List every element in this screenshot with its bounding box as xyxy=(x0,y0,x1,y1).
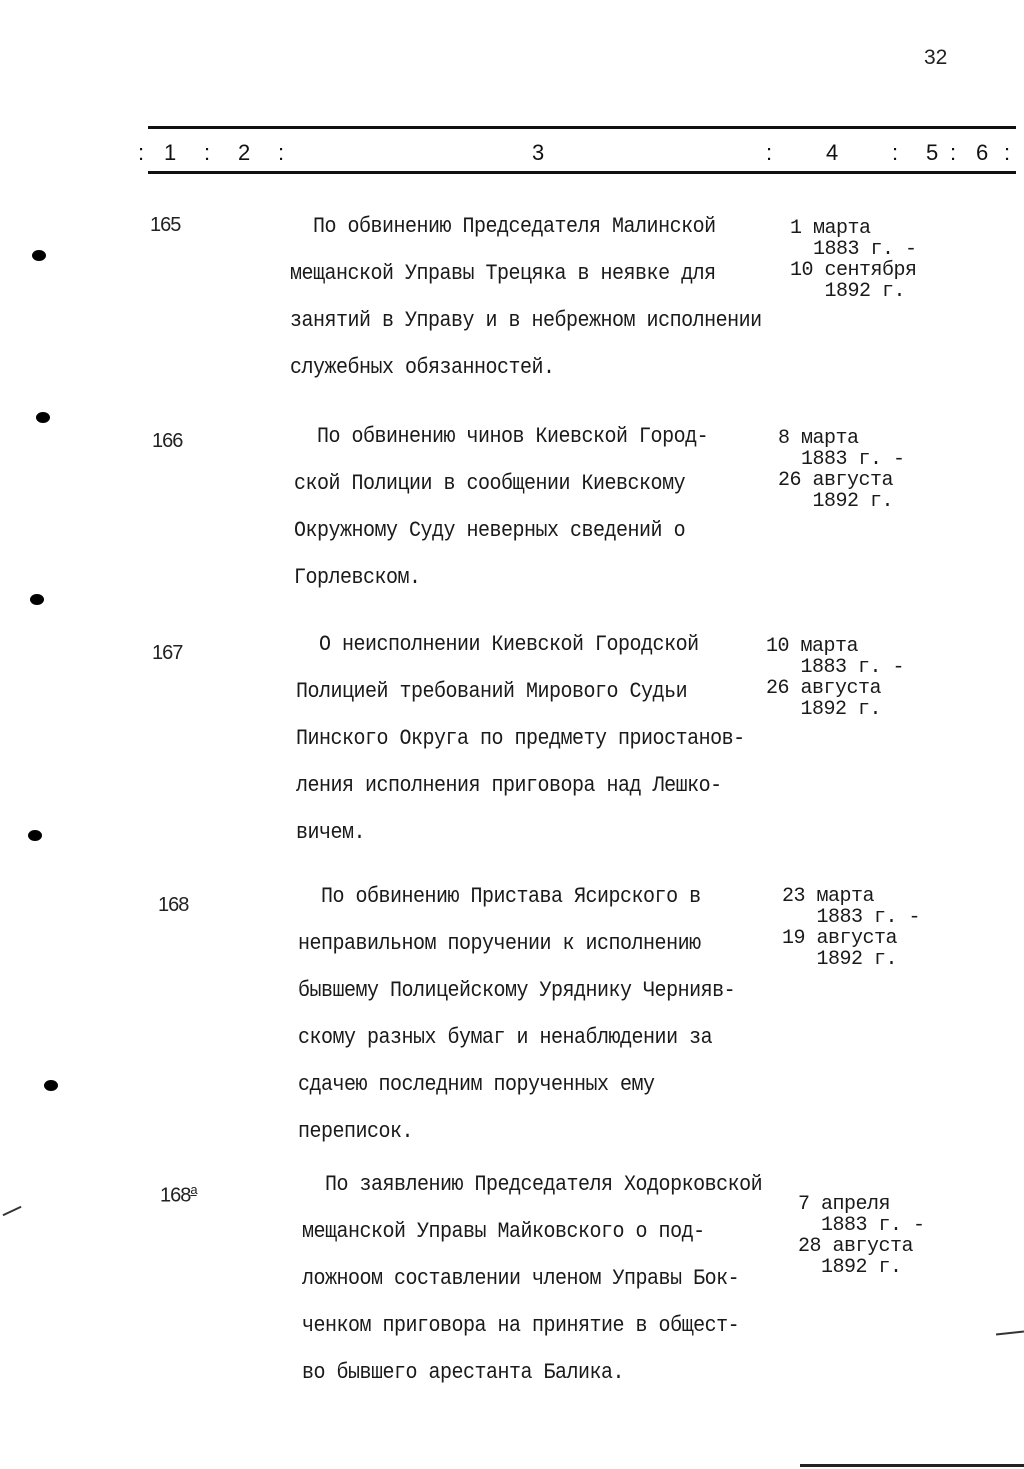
description-line: мещанской Управы Майковского о под- xyxy=(302,1219,705,1245)
date-line: 23 марта xyxy=(782,885,875,908)
description-line: Пинского Округа по предмету приостанов- xyxy=(296,726,745,752)
description-line: вичем. xyxy=(296,820,366,846)
date-line: 1892 г. xyxy=(782,948,898,971)
description-line: По обвинению Председателя Малинской xyxy=(290,214,716,240)
date-line: 1892 г. xyxy=(778,490,894,513)
col-sep: : xyxy=(1004,140,1011,165)
entry-number-suffix: а xyxy=(190,1182,197,1197)
date-line: 1892 г. xyxy=(790,280,906,303)
date-line: 28 августа xyxy=(798,1235,914,1258)
entry-dates xyxy=(766,636,904,720)
punch-hole-mark xyxy=(30,594,44,605)
description-line: во бывшего арестанта Балика. xyxy=(302,1360,625,1386)
header-rule-top xyxy=(148,126,1016,129)
entry-description xyxy=(298,874,735,1156)
description-line: ченком приговора на принятие в общест- xyxy=(302,1313,740,1339)
col-3-label: 3 xyxy=(532,140,545,165)
description-line: скому разных бумаг и ненаблюдении за xyxy=(298,1025,713,1051)
col-sep: : xyxy=(766,140,773,165)
col-6-label: 6 xyxy=(976,140,989,165)
date-line: 1892 г. xyxy=(798,1256,902,1279)
punch-hole-mark xyxy=(44,1080,58,1091)
description-line: сдачею последним порученных ему xyxy=(298,1072,655,1098)
date-line: 1883 г. - xyxy=(798,1214,925,1237)
entry-number-main: 168 xyxy=(160,1184,191,1207)
page-bottom-edge xyxy=(800,1464,1024,1467)
punch-hole-mark xyxy=(32,250,46,261)
description-line: По обвинению чинов Киевской Город- xyxy=(294,424,709,450)
date-line: 8 марта xyxy=(778,427,859,450)
page-number: 32 xyxy=(924,46,948,69)
date-line: 10 сентября xyxy=(790,259,917,282)
scan-scratch-mark xyxy=(3,1206,22,1216)
description-line: служебных обязанностей. xyxy=(290,355,555,381)
entry-number: 166 xyxy=(152,430,183,452)
entry-number: 165 xyxy=(150,214,181,236)
entry-dates xyxy=(782,886,920,970)
description-line: По обвинению Пристава Ясирского в xyxy=(298,884,701,910)
col-sep: : xyxy=(950,140,957,165)
entry-description xyxy=(290,204,762,392)
entry-description xyxy=(296,622,745,857)
col-4-label: 4 xyxy=(826,140,839,165)
date-line: 19 августа xyxy=(782,927,898,950)
description-line: Полицией требований Мирового Судьи xyxy=(296,679,688,705)
col-5-label: 5 xyxy=(926,140,939,165)
col-sep: : xyxy=(278,140,285,165)
entry-description xyxy=(302,1162,762,1397)
entry-dates xyxy=(790,218,917,302)
date-line: 10 марта xyxy=(766,635,859,658)
description-line: бывшему Полицейскому Уряднику Чернияв- xyxy=(298,978,736,1004)
column-header-row xyxy=(138,140,1018,170)
description-line: переписок. xyxy=(298,1119,414,1146)
col-sep: : xyxy=(892,140,899,165)
description-line: Окружному Суду неверных сведений о xyxy=(294,518,686,544)
description-line: По заявлению Председателя Ходорковской xyxy=(302,1172,763,1198)
date-line: 7 апреля xyxy=(798,1193,891,1216)
col-sep: : xyxy=(204,140,211,165)
entry-description xyxy=(294,414,708,602)
description-line: О неисполнении Киевской Городской xyxy=(296,632,699,658)
description-line: Горлевском. xyxy=(294,565,421,591)
description-line: ской Полиции в сообщении Киевскому xyxy=(294,471,686,497)
description-line: мещанской Управы Трецяка в неявке для xyxy=(290,261,716,287)
description-line: занятий в Управу и в небрежном исполнении xyxy=(290,308,762,334)
date-line: 1 марта xyxy=(790,217,871,240)
date-line: 26 августа xyxy=(766,677,882,700)
date-line: 1883 г. - xyxy=(766,656,905,679)
col-1-label: 1 xyxy=(164,140,177,165)
entry-dates xyxy=(778,428,905,512)
punch-hole-mark xyxy=(36,412,50,423)
date-line: 1883 г. - xyxy=(778,448,905,471)
description-line: неправильном поручении к исполнению xyxy=(298,931,701,957)
punch-hole-mark xyxy=(28,830,42,841)
entry-number: 167 xyxy=(152,642,183,664)
header-rule-bottom xyxy=(148,171,1016,174)
scan-scratch-mark xyxy=(996,1331,1024,1336)
date-line: 26 августа xyxy=(778,469,894,492)
col-sep: : xyxy=(138,140,145,165)
col-2-label: 2 xyxy=(238,140,251,165)
description-line: ления исполнения приговора над Лешко- xyxy=(296,773,722,799)
date-line: 1883 г. - xyxy=(790,238,917,261)
description-line: ложноом составлении членом Управы Бок- xyxy=(302,1266,740,1292)
date-line: 1883 г. - xyxy=(782,906,921,929)
date-line: 1892 г. xyxy=(766,698,882,721)
entry-dates xyxy=(798,1194,925,1278)
entry-number xyxy=(160,1182,197,1208)
entry-number: 168 xyxy=(158,894,189,916)
